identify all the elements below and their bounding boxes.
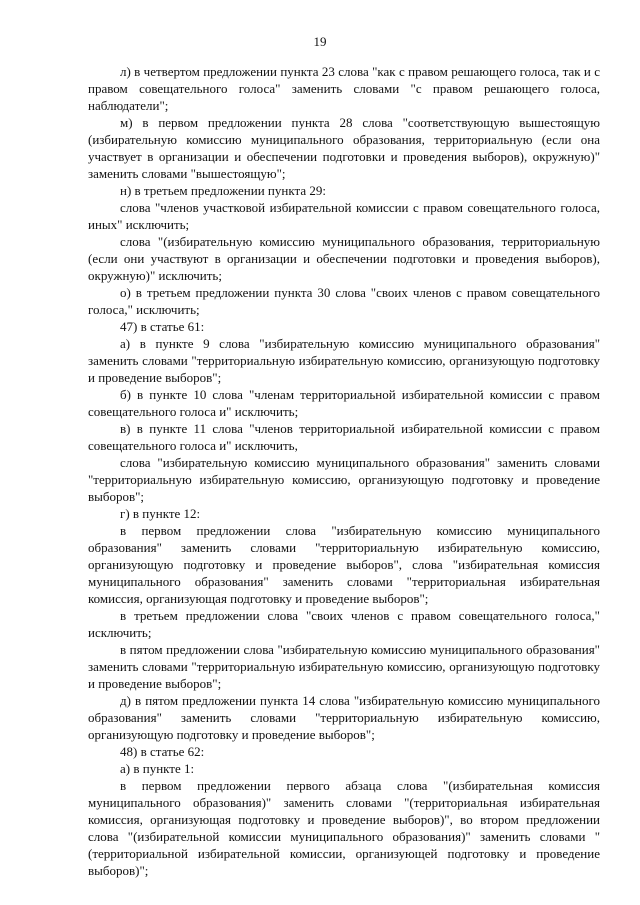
paragraph-47-g-first: в первом предложении слова "избирательную комиссию муниципального образования" заменить словами "территориальную избирательную комиссию, организующую подготовку и проведение выборов", слова "избирательная комиссия муниципального образования" заменить словами "территориальная избирательная комиссия, организующая подготовку и проведение выборов";: [88, 523, 600, 606]
paragraph-47-v: в) в пункте 11 слова "членов территориальной избирательной комиссии с правом совещательного голоса и" исключить,: [88, 421, 600, 453]
paragraph-48: 48) в статье 62:: [120, 744, 205, 759]
paragraph-l: л) в четвертом предложении пункта 23 слова "как с правом решающего голоса, так и с правом совещательного голоса" заменить словами "с правом решающего голоса, наблюдатели";: [88, 64, 600, 113]
paragraph-48-a-first: в первом предложении первого абзаца слова "(избирательная комиссия муниципального образования)" заменить словами "(территориальная избирательная комиссия, организующая подготовку и проведение выборов)", во втором предложении слова "(избирательной комиссии муниципального образования)" заменить словами "(территориальной избирательной комиссии, организующей подготовку и проведение выборов)";: [88, 778, 600, 878]
paragraph-n-words-2: слова "(избирательную комиссию муниципального образования, территориальную (если они участвуют в организации и обеспечении подготовки и проведения выборов), окружную)" исключить;: [88, 234, 600, 283]
paragraph-n-words-1: слова "членов участковой избирательной комиссии с правом совещательного голоса, иных" исключить;: [88, 200, 600, 232]
paragraph-47-g-third: в третьем предложении слова "своих членов с правом совещательного голоса," исключить;: [88, 608, 600, 640]
paragraph-o: о) в третьем предложении пункта 30 слова "своих членов с правом совещательного голоса," исключить;: [88, 285, 600, 317]
paragraph-47-g: г) в пункте 12:: [120, 506, 201, 521]
paragraph-47-v-words: слова "избирательную комиссию муниципального образования" заменить словами "территориальную избирательную комиссию, организующую подготовку и проведение выборов";: [88, 455, 600, 504]
paragraph-47-a: а) в пункте 9 слова "избирательную комиссию муниципального образования" заменить словами "территориальную избирательную комиссию, организующую подготовку и проведение выборов";: [88, 336, 600, 385]
paragraph-47-g-fifth: в пятом предложении слова "избирательную комиссию муниципального образования" заменить словами "территориальную избирательную комиссию, организующую подготовку и проведение выборов";: [88, 642, 600, 691]
paragraph-n: н) в третьем предложении пункта 29:: [120, 183, 326, 198]
paragraph-47: 47) в статье 61:: [120, 319, 205, 334]
paragraph-48-a: а) в пункте 1:: [120, 761, 195, 776]
paragraph-m: м) в первом предложении пункта 28 слова "соответствующую вышестоящую (избирательную комиссию муниципального образования, территориальную (если она участвует в организации и обеспечении подготовки и проведения выборов), окружную)" заменить словами "вышестоящую";: [88, 115, 600, 181]
paragraph-47-d: д) в пятом предложении пункта 14 слова "избирательную комиссию муниципального образования" заменить словами "территориальную избирательную комиссию, организующую подготовку и проведение выборов";: [88, 693, 600, 742]
paragraph-47-b: б) в пункте 10 слова "членам территориальной избирательной комиссии с правом совещательного голоса и" исключить;: [88, 387, 600, 419]
document-body: [88, 63, 600, 879]
page-number: 19: [313, 34, 327, 49]
